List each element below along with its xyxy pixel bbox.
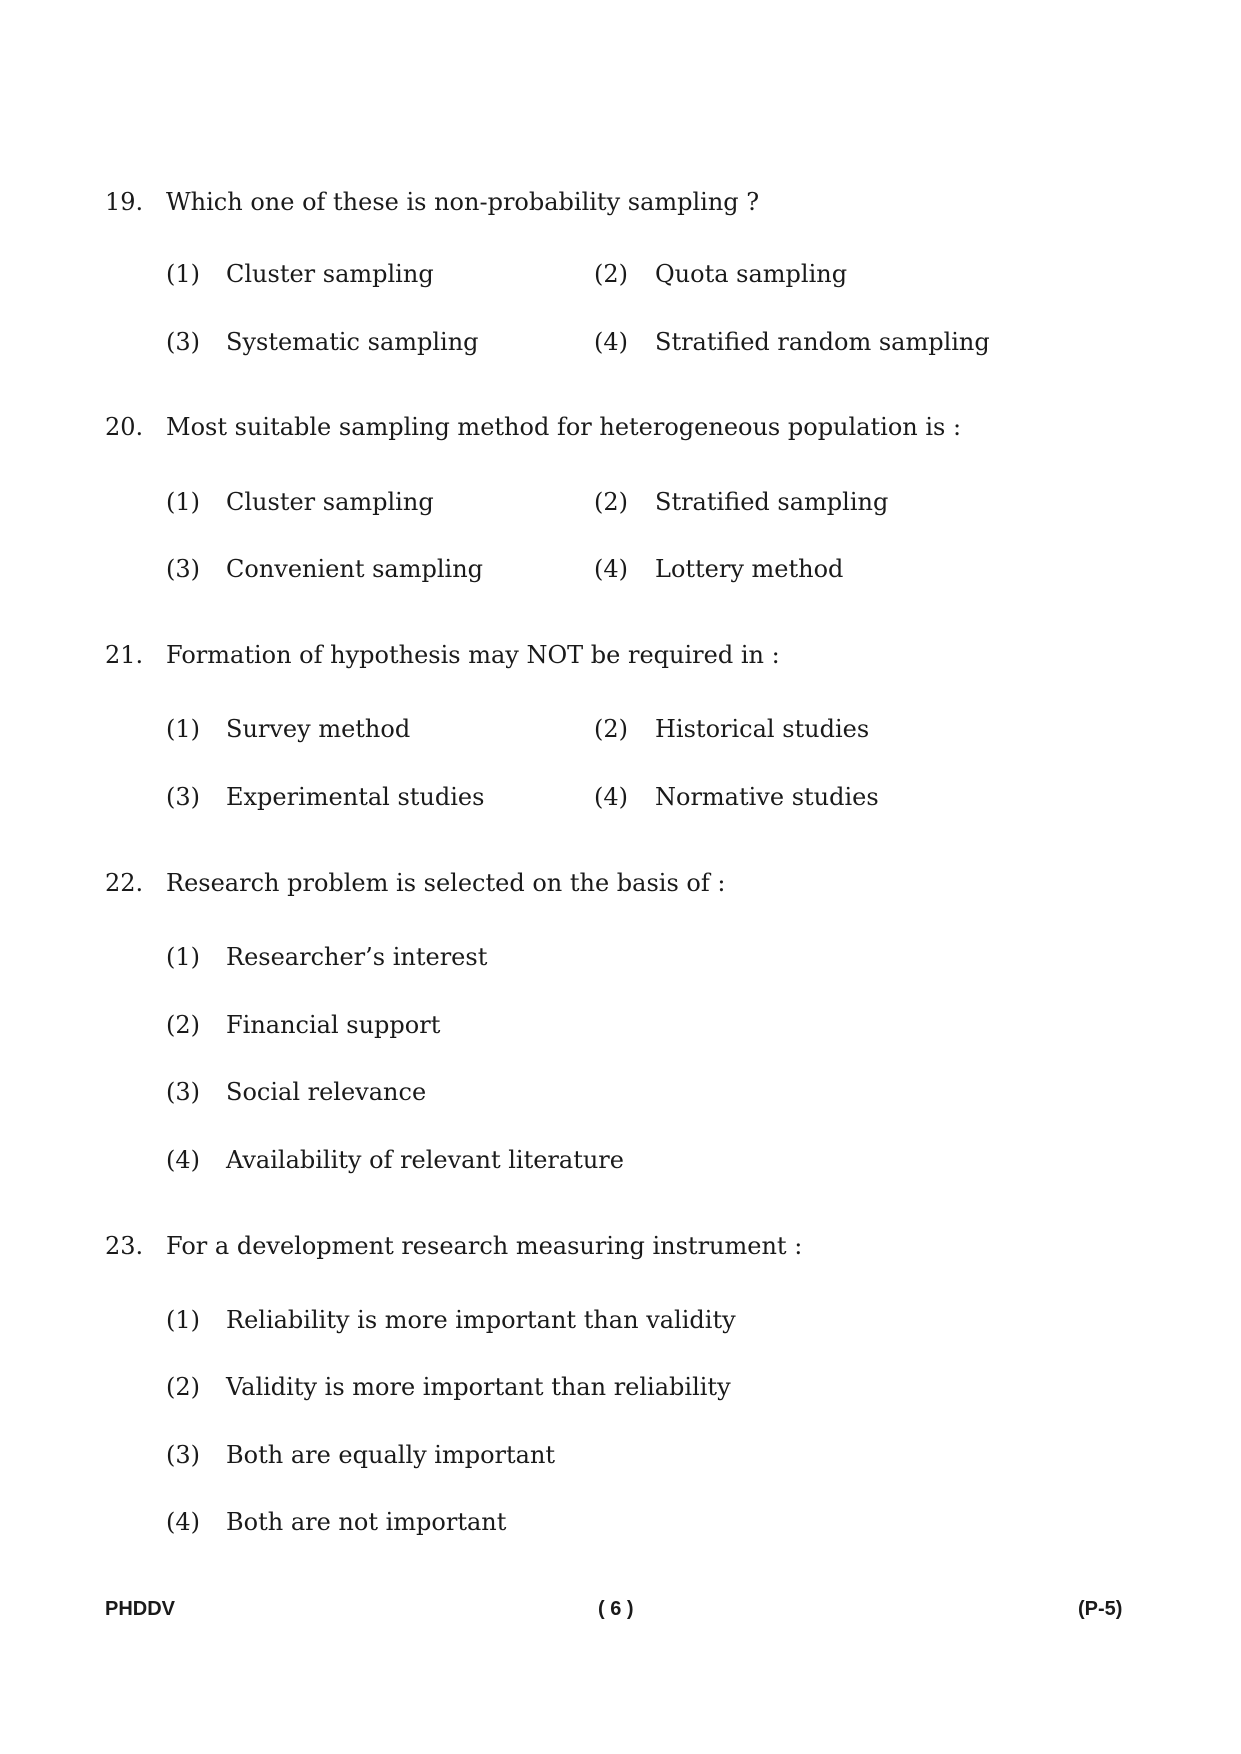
option-text: Stratified sampling: [655, 488, 889, 516]
option-text: Validity is more important than reliability: [226, 1373, 731, 1401]
option-number: (1): [166, 715, 200, 743]
option-number: (1): [166, 943, 200, 971]
option-number: (4): [594, 555, 628, 583]
question-text: Research problem is selected on the basis of :: [166, 869, 726, 897]
option-number: (4): [594, 783, 628, 811]
option-number: (1): [166, 260, 200, 288]
question-number: 23.: [105, 1232, 144, 1260]
option-number: (2): [166, 1373, 200, 1401]
question-text: For a development research measuring instrument :: [166, 1232, 803, 1260]
question-number: 22.: [105, 869, 144, 897]
option-text: Cluster sampling: [226, 260, 434, 288]
question-number: 20.: [105, 413, 144, 441]
option-text: Historical studies: [655, 715, 870, 743]
question-text: Most suitable sampling method for heterogeneous population is :: [166, 413, 962, 441]
option-text: Both are equally important: [226, 1441, 556, 1469]
option-text: Financial support: [226, 1011, 441, 1039]
option-text: Both are not important: [226, 1508, 507, 1536]
option-text: Normative studies: [655, 783, 879, 811]
option-text: Social relevance: [226, 1078, 427, 1106]
option-text: Availability of relevant literature: [226, 1146, 624, 1174]
set-code: (P-5): [1078, 1598, 1123, 1620]
option-number: (4): [166, 1508, 200, 1536]
option-text: Researcher’s interest: [226, 943, 488, 971]
question-text: Formation of hypothesis may NOT be required in :: [166, 641, 780, 669]
option-number: (3): [166, 1441, 200, 1469]
option-number: (1): [166, 1306, 200, 1334]
option-text: Survey method: [226, 715, 411, 743]
paper-code: PHDDV: [105, 1598, 176, 1620]
option-number: (2): [594, 488, 628, 516]
question-number: 21.: [105, 641, 144, 669]
option-text: Systematic sampling: [226, 328, 479, 356]
option-text: Reliability is more important than validity: [226, 1306, 736, 1334]
option-number: (3): [166, 1078, 200, 1106]
option-text: Convenient sampling: [226, 555, 484, 583]
option-number: (4): [594, 328, 628, 356]
option-number: (3): [166, 783, 200, 811]
option-text: Stratified random sampling: [655, 328, 990, 356]
question-text: Which one of these is non-probability sampling ?: [166, 188, 760, 216]
option-text: Lottery method: [655, 555, 844, 583]
option-number: (4): [166, 1146, 200, 1174]
page-number: ( 6 ): [598, 1598, 634, 1620]
option-number: (3): [166, 555, 200, 583]
option-text: Experimental studies: [226, 783, 485, 811]
option-number: (2): [594, 260, 628, 288]
option-number: (2): [594, 715, 628, 743]
option-text: Cluster sampling: [226, 488, 434, 516]
option-text: Quota sampling: [655, 260, 848, 288]
question-number: 19.: [105, 188, 144, 216]
option-number: (2): [166, 1011, 200, 1039]
option-number: (1): [166, 488, 200, 516]
option-number: (3): [166, 328, 200, 356]
